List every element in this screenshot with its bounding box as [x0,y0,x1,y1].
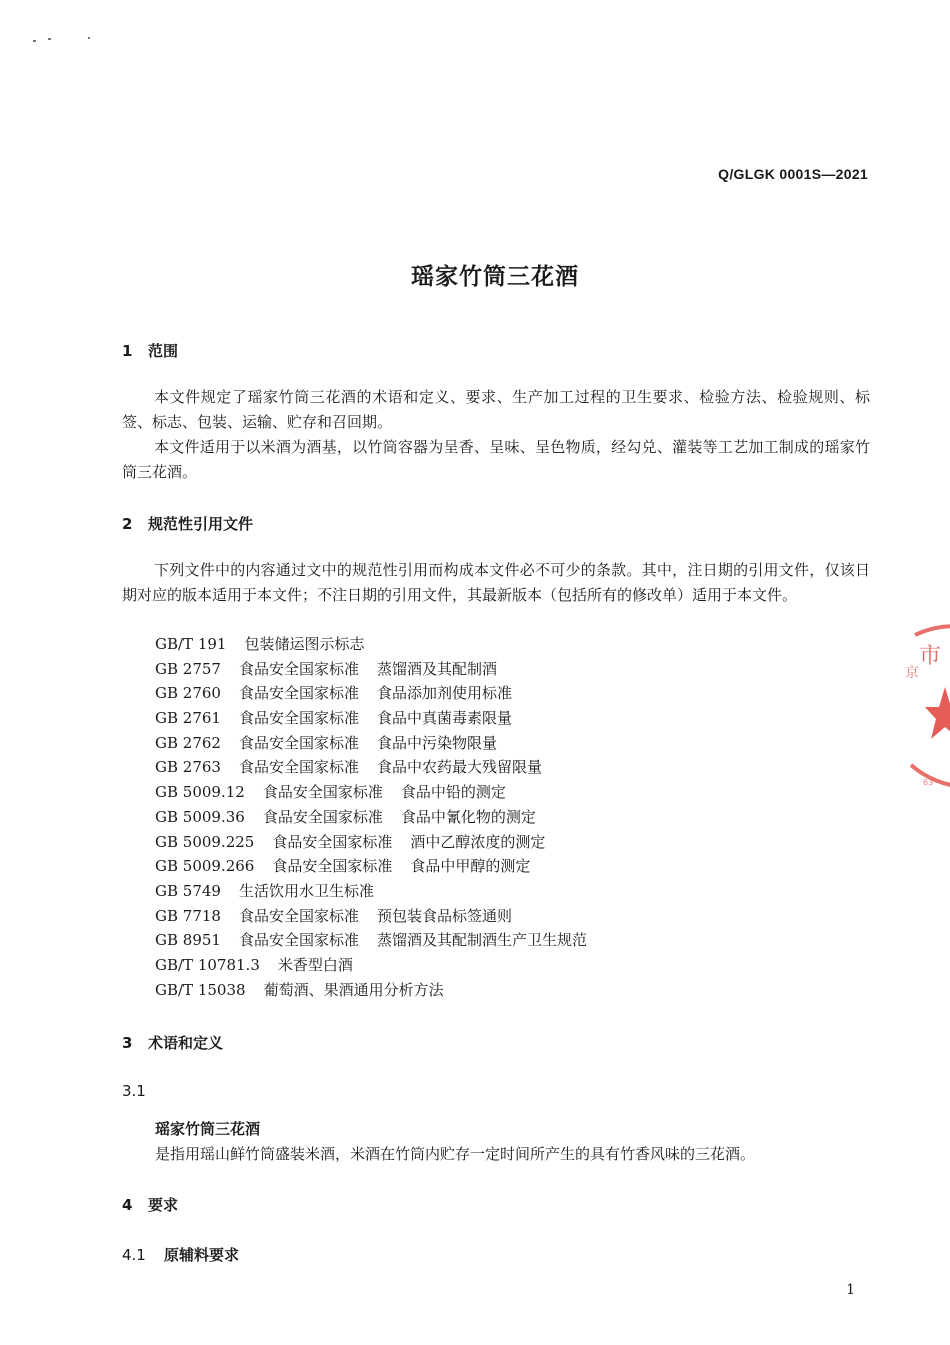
svg-text:市: 市 [919,644,942,669]
reference-list [155,632,587,1002]
reference-code: GB/T 15038 [155,980,246,999]
reference-title: 食品安全国家标准 [272,832,393,851]
section-2-heading [122,513,253,534]
reference-code: GB 2760 [155,684,221,703]
scan-speck [88,37,90,39]
scope-paragraph-2: 本文件适用于以米酒为酒基，以竹筒容器为呈香、呈味、呈色物质，经勾兑、灌装等工艺加工制成的瑶家竹筒三花酒。 [122,438,870,481]
reference-code: GB/T 191 [155,635,227,653]
reference-title: 食品安全国家标准 [238,684,359,703]
section-title: 术语和定义 [148,1034,224,1052]
section-number: 4 [122,1196,133,1214]
reference-item [155,830,587,855]
references-intro: 下列文件中的内容通过文中的规范性引用而构成本文件必不可少的条款。其中，注日期的引用文件，仅该日期对应的版本适用于本文件；不注日期的引用文件，其最新版本（包括所有的修改单）适用于本文件。 [122,561,870,604]
reference-code: GB 2761 [155,709,221,728]
reference-title: 包装储运图示标志 [244,635,365,653]
reference-title: 食品安全国家标准 [238,733,359,752]
reference-subtitle: 食品添加剂使用标准 [376,684,512,703]
scope-paragraph-1: 本文件规定了瑶家竹筒三花酒的术语和定义、要求、生产加工过程的卫生要求、检验方法、检验规则、标签、标志、包装、运输、贮存和召回期。 [122,388,870,431]
section-number: 2 [122,515,133,533]
reference-subtitle: 食品中农药最大残留限量 [376,758,542,777]
reference-subtitle: 蒸馏酒及其配制酒 [376,659,497,678]
reference-title: 食品安全国家标准 [262,783,383,802]
reference-subtitle: 食品中氰化物的测定 [400,807,536,826]
reference-code: GB 2762 [155,733,221,752]
term-name: 瑶家竹筒三花酒 [155,1120,261,1138]
reference-subtitle: 食品中真菌毒素限量 [376,709,512,728]
section-title: 要求 [148,1196,179,1214]
reference-item [155,904,587,929]
reference-code: GB 8951 [155,931,221,950]
page-number: 1 [846,1282,855,1298]
reference-title: 食品安全国家标准 [238,659,359,678]
reference-item [155,780,587,805]
document-title: 瑶家竹筒三花酒 [411,264,579,290]
reference-code: GB 5009.266 [155,857,255,876]
reference-item [155,681,587,706]
svg-text:63: 63 [923,778,934,787]
reference-title: 食品安全国家标准 [238,758,359,777]
subsection-title: 原辅料要求 [164,1246,240,1264]
reference-subtitle: 食品中铅的测定 [400,783,506,802]
reference-item [155,731,587,756]
reference-subtitle: 预包装食品标签通则 [376,906,512,925]
reference-code: GB 2757 [155,659,221,678]
reference-title: 米香型白酒 [277,955,353,974]
section-4-heading [122,1194,178,1215]
reference-code: GB 2763 [155,758,221,777]
section-3-heading [122,1032,223,1053]
reference-item [155,632,587,657]
reference-item [155,755,587,780]
reference-title: 食品安全国家标准 [262,807,383,826]
subsection-3-1-number: 3.1 [122,1082,146,1100]
reference-code: GB 7718 [155,906,221,925]
reference-item [155,978,587,1003]
section-number: 1 [122,342,133,360]
reference-title: 食品安全国家标准 [238,906,359,925]
reference-title: 食品安全国家标准 [238,931,359,950]
reference-item [155,854,587,879]
reference-title: 生活饮用水卫生标准 [238,881,374,900]
reference-subtitle: 蒸馏酒及其配制酒生产卫生规范 [376,931,587,950]
reference-title: 食品安全国家标准 [238,709,359,728]
reference-code: GB/T 10781.3 [155,955,260,974]
section-title: 规范性引用文件 [148,515,254,533]
reference-item [155,657,587,682]
scan-speck [48,38,51,40]
term-definition: 是指用瑶山鲜竹筒盛装米酒，米酒在竹筒内贮存一定时间所产生的具有竹香风味的三花酒。 [155,1145,756,1163]
reference-subtitle: 酒中乙醇浓度的测定 [410,832,546,851]
reference-code: GB 5749 [155,881,221,900]
reference-code: GB 5009.36 [155,807,245,826]
term-definition-block [155,1117,755,1167]
reference-subtitle: 食品中甲醇的测定 [410,857,531,876]
reference-item [155,953,587,978]
section-1-heading [122,340,178,361]
section-title: 范围 [148,342,179,360]
reference-title: 食品安全国家标准 [272,857,393,876]
subsection-number: 4.1 [122,1246,146,1264]
reference-item [155,805,587,830]
reference-code: GB 5009.225 [155,832,255,851]
svg-text:京: 京 [905,665,919,681]
document-code: Q/GLGK 0001S—2021 [718,166,868,182]
reference-item [155,928,587,953]
reference-subtitle: 食品中污染物限量 [376,733,497,752]
section-number: 3 [122,1034,133,1052]
scan-speck [33,40,36,42]
reference-item [155,879,587,904]
company-seal-stamp [905,615,950,795]
reference-code: GB 5009.12 [155,783,245,802]
reference-item [155,706,587,731]
reference-title: 葡萄酒、果酒通用分析方法 [263,980,444,999]
subsection-4-1-heading [122,1244,239,1265]
